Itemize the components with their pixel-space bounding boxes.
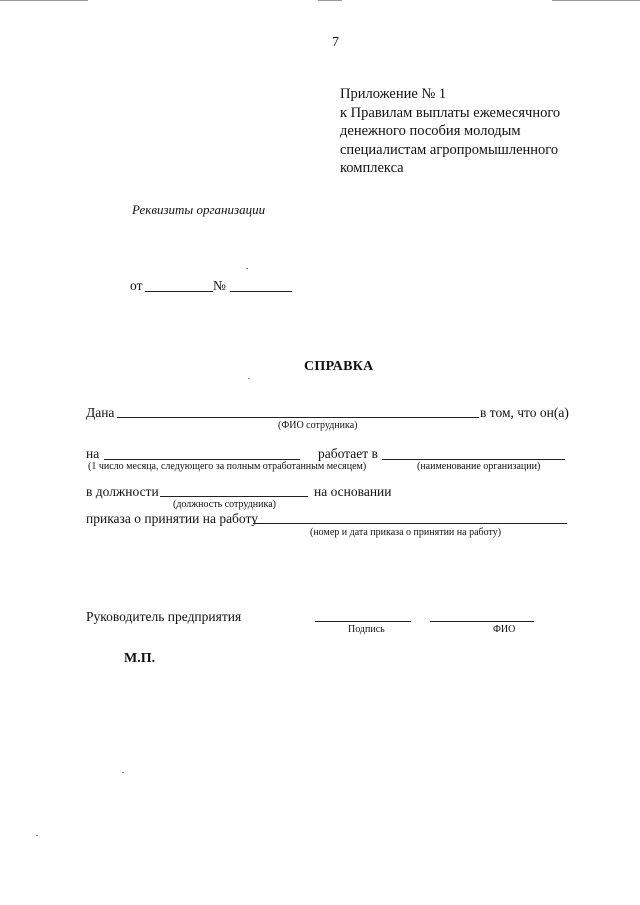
appendix-line: специалистам агропромышленного bbox=[340, 141, 559, 158]
signature-field-line bbox=[315, 621, 411, 622]
appendix-line: денежного пособия молодым bbox=[340, 123, 521, 139]
head-fio-field-line bbox=[430, 621, 534, 622]
month-caption: (1 число месяца, следующего за полным отработанным месяцем) bbox=[88, 461, 367, 472]
scan-speck bbox=[248, 378, 250, 379]
scan-edge-line bbox=[0, 0, 88, 1]
scan-edge-line bbox=[552, 0, 640, 1]
page-number: 7 bbox=[332, 35, 339, 50]
fio-field-line bbox=[117, 417, 479, 418]
position-field-line bbox=[160, 496, 308, 497]
on-label: на bbox=[86, 446, 100, 461]
stamp-label: М.П. bbox=[124, 651, 156, 666]
order-caption: (номер и дата приказа о принятии на работу) bbox=[310, 527, 502, 538]
appendix-line: к Правилам выплаты ежемесячного bbox=[340, 104, 561, 121]
organization-caption: (наименование организации) bbox=[417, 461, 541, 472]
works-label: работает в bbox=[318, 446, 378, 461]
head-label: Руководитель предприятия bbox=[86, 609, 242, 624]
document-title: СПРАВКА bbox=[304, 359, 374, 374]
given-label: Дана bbox=[86, 405, 115, 420]
order-field-line bbox=[253, 523, 567, 524]
number-field-line bbox=[230, 291, 292, 292]
scan-speck bbox=[246, 268, 248, 269]
from-label: от bbox=[130, 278, 143, 293]
date-field-line bbox=[145, 291, 213, 292]
head-fio-caption: ФИО bbox=[493, 624, 516, 635]
basis-label: на основании bbox=[314, 484, 392, 499]
signature-caption: Подпись bbox=[348, 624, 385, 635]
appendix-header bbox=[340, 85, 600, 178]
org-details-label: Реквизиты организации bbox=[132, 202, 266, 217]
fio-caption: (ФИО сотрудника) bbox=[278, 420, 358, 431]
scan-edge-line bbox=[318, 0, 342, 1]
that-label: в том, что он(а) bbox=[480, 405, 569, 420]
number-label: № bbox=[213, 278, 226, 293]
appendix-line: комплекса bbox=[340, 160, 404, 176]
date-start-field-line bbox=[104, 459, 300, 460]
position-label: в должности bbox=[86, 484, 159, 499]
appendix-line: Приложение № 1 bbox=[340, 86, 447, 102]
order-label: приказа о принятии на работу bbox=[86, 511, 258, 526]
scan-speck bbox=[122, 772, 124, 773]
organization-field-line bbox=[382, 459, 565, 460]
position-caption: (должность сотрудника) bbox=[173, 499, 276, 510]
scan-speck bbox=[36, 835, 38, 836]
